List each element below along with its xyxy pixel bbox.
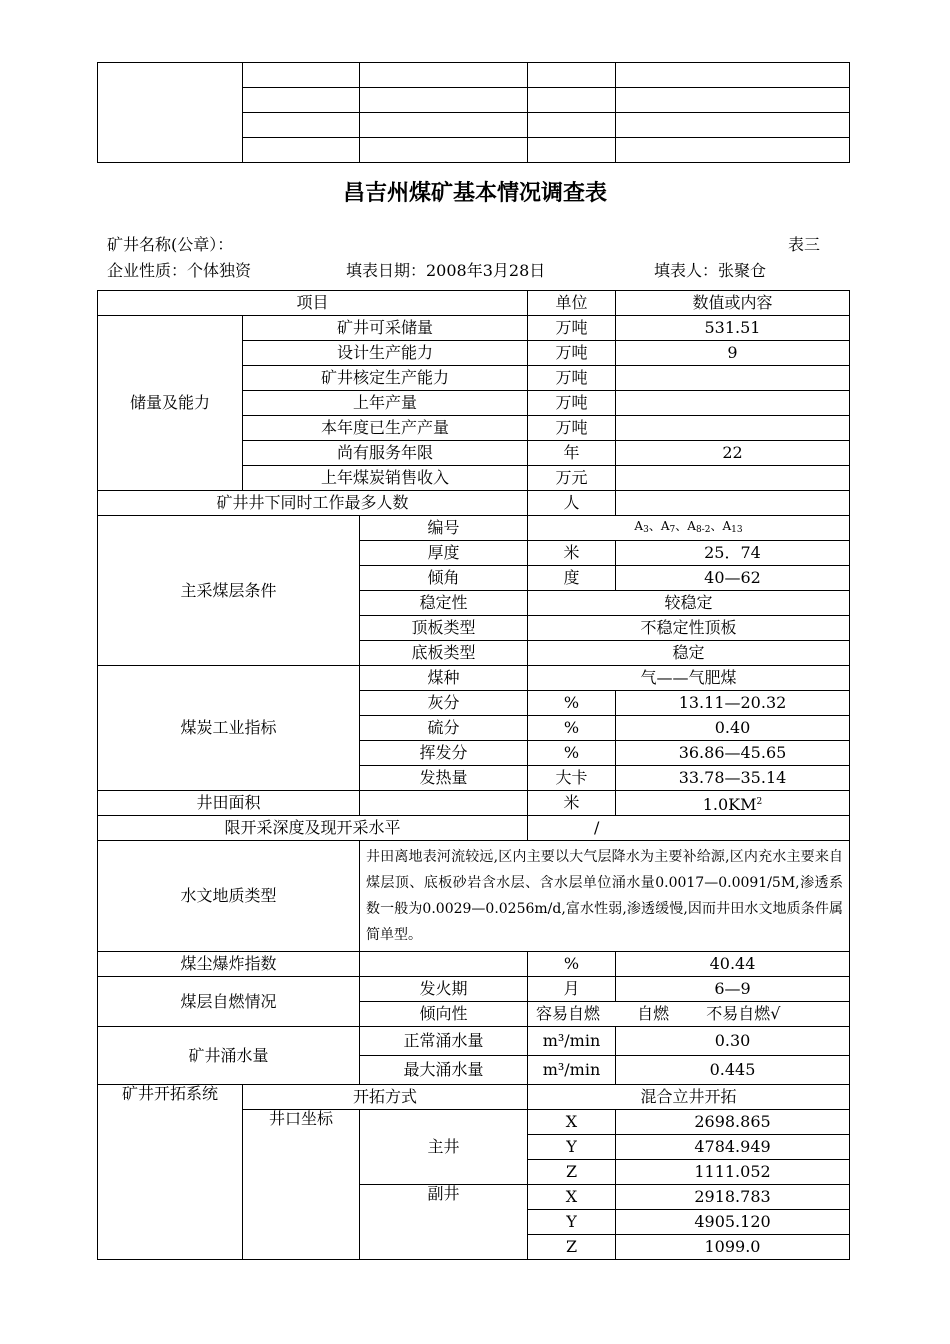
row-label: 矿井可采储量 — [243, 316, 528, 341]
row-unit: 万元 — [528, 466, 616, 491]
row-unit: 度 — [528, 566, 616, 591]
empty-cell — [528, 88, 616, 113]
group-spontaneous: 煤层自燃情况 — [98, 977, 360, 1027]
row-value — [616, 416, 850, 441]
row-label: 编号 — [360, 516, 528, 541]
empty-cell — [243, 138, 360, 163]
row-value: 40.44 — [616, 952, 850, 977]
row-unit: 万吨 — [528, 316, 616, 341]
seam-id-list: $A_3$、$A_7$、$A_{8-2}$、$A_{13}$ — [528, 516, 850, 541]
row-label: 厚度 — [360, 541, 528, 566]
row-unit: % — [528, 952, 616, 977]
coord-value: 1099.0 — [616, 1235, 850, 1260]
row-unit: 大卡 — [528, 766, 616, 791]
row-label: 矿井核定生产能力 — [243, 366, 528, 391]
empty-cell — [360, 791, 528, 816]
row-value: 稳定 — [528, 641, 850, 666]
row-value: 6—9 — [616, 977, 850, 1002]
seam-id: $A_3$ — [634, 519, 649, 535]
row-unit: 米 — [528, 541, 616, 566]
row-label: 硫分 — [360, 716, 528, 741]
empty-cell — [616, 138, 850, 163]
table-row — [98, 666, 850, 691]
row-label: 倾角 — [360, 566, 528, 591]
group-coal-quality: 煤炭工业指标 — [98, 666, 360, 791]
tendency-option: 容易自燃 — [536, 1004, 601, 1023]
row-value — [616, 366, 850, 391]
coord-value: 2918.783 — [616, 1185, 850, 1210]
coord-value: 4784.949 — [616, 1135, 850, 1160]
header-item: 项目 — [98, 291, 528, 316]
row-label: 尚有服务年限 — [243, 441, 528, 466]
coord-value: 1111.052 — [616, 1160, 850, 1185]
seam-id: $A_{13}$ — [722, 519, 743, 535]
row-value — [616, 391, 850, 416]
group-inflow: 矿井涌水量 — [98, 1027, 360, 1085]
tendency-option: 不易自燃√ — [706, 1004, 781, 1023]
row-label: 限开采深度及现开采水平 — [98, 816, 528, 841]
group-seam: 主采煤层条件 — [98, 516, 360, 666]
table-row — [98, 491, 850, 516]
row-label: 水文地质类型 — [98, 841, 360, 952]
row-value: 36.86—45.65 — [616, 741, 850, 766]
row-value — [616, 466, 850, 491]
empty-cell — [243, 63, 360, 88]
coords-label: 井口坐标 — [243, 1110, 360, 1260]
row-label: 上年产量 — [243, 391, 528, 416]
axis-label: Y — [528, 1210, 616, 1235]
axis-label: X — [528, 1185, 616, 1210]
row-label: 本年度已生产产量 — [243, 416, 528, 441]
coord-value: 4905.120 — [616, 1210, 850, 1235]
table-row — [98, 316, 850, 341]
main-shaft-label: 主井 — [360, 1110, 528, 1185]
row-unit: 月 — [528, 977, 616, 1002]
row-label: 底板类型 — [360, 641, 528, 666]
axis-label: Y — [528, 1135, 616, 1160]
seam-id: $A_7$ — [660, 519, 676, 535]
row-unit: 年 — [528, 441, 616, 466]
empty-cell — [616, 63, 850, 88]
row-value: 气——气肥煤 — [528, 666, 850, 691]
row-label: 灰分 — [360, 691, 528, 716]
empty-cell — [243, 113, 360, 138]
coord-value: 2698.865 — [616, 1110, 850, 1135]
fill-date: 填表日期：2008年3月28日 — [346, 261, 546, 280]
enterprise-type: 企业性质：个体独资 — [107, 261, 252, 280]
previous-table-fragment — [97, 62, 850, 163]
row-label: 倾向性 — [360, 1002, 528, 1027]
group-development: 矿井开拓系统 — [98, 1085, 243, 1260]
table-row — [98, 977, 850, 1002]
table-row — [98, 1085, 850, 1110]
row-label: 煤种 — [360, 666, 528, 691]
row-value: 9 — [616, 341, 850, 366]
document-title: 昌吉州煤矿基本情况调查表 — [342, 181, 607, 206]
row-value: 不稳定性顶板 — [528, 616, 850, 641]
empty-cell — [360, 113, 528, 138]
row-label: 最大涌水量 — [360, 1056, 528, 1085]
header-value: 数值或内容 — [616, 291, 850, 316]
header-unit: 单位 — [528, 291, 616, 316]
row-unit: 万吨 — [528, 416, 616, 441]
row-unit: 万吨 — [528, 341, 616, 366]
row-unit: 米 — [528, 791, 616, 816]
row-value: 混合立井开拓 — [528, 1085, 850, 1110]
mine-name-label: 矿井名称(公章）： — [107, 235, 234, 254]
row-value: 0.30 — [616, 1027, 850, 1056]
row-value: 531.51 — [616, 316, 850, 341]
row-unit: % — [528, 716, 616, 741]
row-value: 40—62 — [616, 566, 850, 591]
filler-name: 填表人：张聚仓 — [654, 261, 767, 280]
axis-label: Z — [528, 1235, 616, 1260]
row-value: 25．74 — [616, 541, 850, 566]
empty-cell — [360, 63, 528, 88]
row-label: 煤尘爆炸指数 — [98, 952, 360, 977]
empty-cell — [528, 113, 616, 138]
row-value — [616, 491, 850, 516]
aux-shaft-label: 副井 — [360, 1185, 528, 1260]
table-row — [98, 516, 850, 541]
table-number: 表三 — [788, 235, 821, 254]
row-unit: m³/min — [528, 1027, 616, 1056]
row-label: 设计生产能力 — [243, 341, 528, 366]
empty-cell — [528, 138, 616, 163]
empty-cell — [360, 88, 528, 113]
row-unit: % — [528, 691, 616, 716]
group-reserves: 储量及能力 — [98, 316, 243, 491]
row-unit: 万吨 — [528, 391, 616, 416]
table-row — [98, 791, 850, 816]
row-label: 上年煤炭销售收入 — [243, 466, 528, 491]
row-value: 较稳定 — [528, 591, 850, 616]
row-value: 33.78—35.14 — [616, 766, 850, 791]
empty-cell — [98, 63, 243, 163]
row-label: 发火期 — [360, 977, 528, 1002]
empty-cell — [528, 63, 616, 88]
empty-cell — [616, 88, 850, 113]
table-row — [98, 816, 850, 841]
empty-cell — [243, 88, 360, 113]
row-value: $1.0KM^2$ — [616, 791, 850, 816]
row-label: 井田面积 — [98, 791, 360, 816]
row-label: 挥发分 — [360, 741, 528, 766]
row-label: 发热量 — [360, 766, 528, 791]
row-unit: 人 — [528, 491, 616, 516]
row-value: / — [528, 816, 850, 841]
row-value: 0.445 — [616, 1056, 850, 1085]
row-label: 正常涌水量 — [360, 1027, 528, 1056]
table-header-row — [98, 291, 850, 316]
axis-label: X — [528, 1110, 616, 1135]
row-value: 0.40 — [616, 716, 850, 741]
row-unit: m³/min — [528, 1056, 616, 1085]
hydro-description: 井田离地表河流较远,区内主要以大气层降水为主要补给源,区内充水主要来自煤层顶、底板砂岩含水层、含水层单位涌水量0.0017—0.0091/5M,渗透系数一般为0.0029—0.0256m/d,富水性弱,渗透缓慢,因而井田水文地质条件属简单型。 — [360, 841, 850, 952]
empty-cell — [360, 952, 528, 977]
row-value: 13.11—20.32 — [616, 691, 850, 716]
tendency-option: 自燃 — [637, 1004, 670, 1023]
empty-cell — [616, 113, 850, 138]
axis-label: Z — [528, 1160, 616, 1185]
tendency-options — [528, 1002, 850, 1027]
empty-cell — [360, 138, 528, 163]
table-row — [98, 952, 850, 977]
survey-table — [97, 290, 850, 1260]
row-label: 矿井井下同时工作最多人数 — [98, 491, 528, 516]
row-unit: 万吨 — [528, 366, 616, 391]
row-label: 开拓方式 — [243, 1085, 528, 1110]
row-value: 22 — [616, 441, 850, 466]
seam-id: $A_{8-2}$ — [687, 519, 711, 535]
row-label: 顶板类型 — [360, 616, 528, 641]
row-label: 稳定性 — [360, 591, 528, 616]
table-row — [98, 841, 850, 952]
table-row — [98, 1027, 850, 1056]
row-unit: % — [528, 741, 616, 766]
